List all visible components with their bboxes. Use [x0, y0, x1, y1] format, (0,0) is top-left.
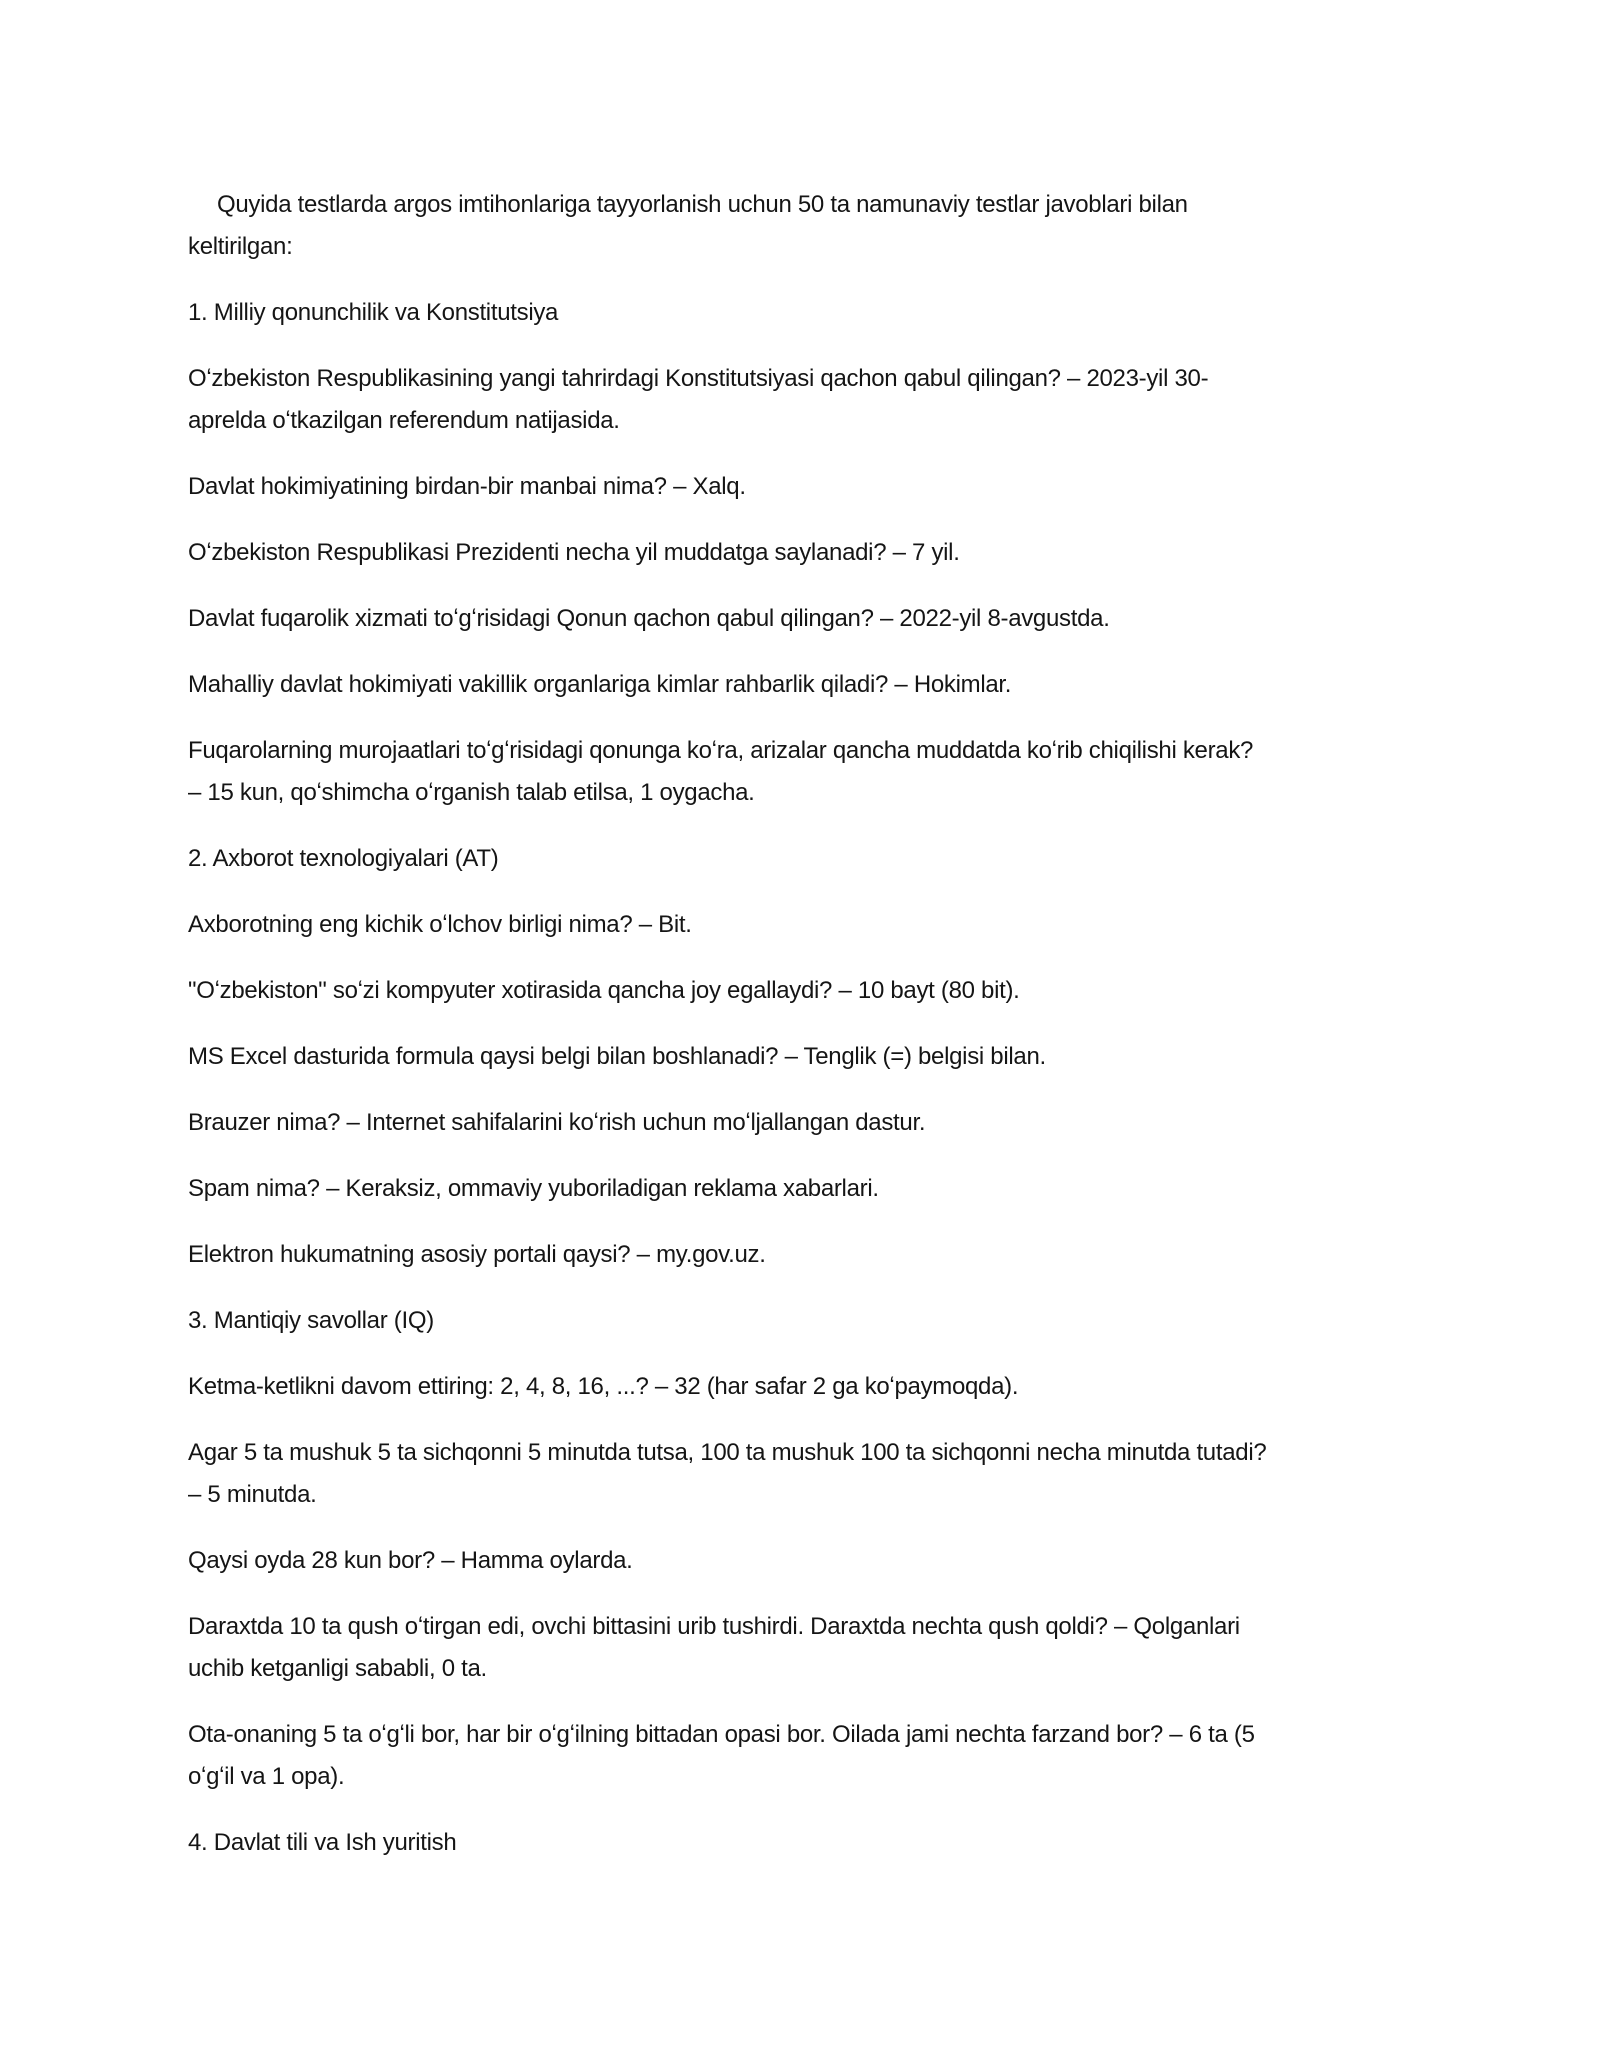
paragraph — [188, 1714, 1414, 1798]
paragraph — [188, 664, 1414, 706]
text-line: Daraxtda 10 ta qush oʻtirgan edi, ovchi bittasini urib tushirdi. Daraxtda nechta qush qoldi? – Qolganlari — [188, 1613, 1240, 1640]
text-line: Mahalliy davlat hokimiyati vakillik organlariga kimlar rahbarlik qiladi? – Hokimlar. — [188, 671, 1012, 698]
text-line: Spam nima? – Keraksiz, ommaviy yuboriladigan reklama xabarlari. — [188, 1175, 879, 1202]
text-line: – 5 minutda. — [188, 1481, 317, 1508]
text-line: Agar 5 ta mushuk 5 ta sichqonni 5 minutda tutsa, 100 ta mushuk 100 ta sichqonni necha minutda tutadi? — [188, 1439, 1267, 1466]
text-line: Oʻzbekiston Respublikasining yangi tahrirdagi Konstitutsiyasi qachon qabul qilingan? – 2023-yil 30- — [188, 365, 1209, 392]
paragraph — [188, 1822, 1414, 1864]
text-line: 3. Mantiqiy savollar (IQ) — [188, 1307, 434, 1334]
paragraph — [188, 1036, 1414, 1078]
text-line: 4. Davlat tili va Ish yuritish — [188, 1829, 457, 1856]
text-line: Elektron hukumatning asosiy portali qaysi? – my.gov.uz. — [188, 1241, 766, 1268]
text-line: Brauzer nima? – Internet sahifalarini koʻrish uchun moʻljallangan dastur. — [188, 1109, 926, 1136]
text-line: oʻgʻil va 1 opa). — [188, 1763, 345, 1790]
text-line: 1. Milliy qonunchilik va Konstitutsiya — [188, 299, 559, 326]
text-line: Oʻzbekiston Respublikasi Prezidenti necha yil muddatga saylanadi? – 7 yil. — [188, 539, 960, 566]
paragraph — [188, 184, 1414, 268]
paragraph — [188, 466, 1414, 508]
text-line: "Oʻzbekiston" soʻzi kompyuter xotirasida qancha joy egallaydi? – 10 bayt (80 bit). — [188, 977, 1020, 1004]
text-line: keltirilgan: — [188, 233, 293, 260]
text-line: Davlat hokimiyatining birdan-bir manbai nima? – Xalq. — [188, 473, 746, 500]
paragraph — [188, 970, 1414, 1012]
text-line: MS Excel dasturida formula qaysi belgi bilan boshlanadi? – Tenglik (=) belgisi bilan. — [188, 1043, 1046, 1070]
text-line: Qaysi oyda 28 kun bor? – Hamma oylarda. — [188, 1547, 633, 1574]
paragraph — [188, 904, 1414, 946]
text-line: Axborotning eng kichik oʻlchov birligi nima? – Bit. — [188, 911, 692, 938]
paragraph — [188, 1234, 1414, 1276]
paragraph — [188, 838, 1414, 880]
paragraph — [188, 1366, 1414, 1408]
paragraph — [188, 1168, 1414, 1210]
text-line: Davlat fuqarolik xizmati toʻgʻrisidagi Qonun qachon qabul qilingan? – 2022-yil 8-avgustda. — [188, 605, 1110, 632]
text-line: Ketma-ketlikni davom ettiring: 2, 4, 8, 16, ...? – 32 (har safar 2 ga koʻpaymoqda). — [188, 1373, 1019, 1400]
paragraph — [188, 730, 1414, 814]
paragraph — [188, 358, 1414, 442]
paragraph — [188, 1432, 1414, 1516]
paragraph — [188, 1102, 1414, 1144]
text-line: Ota-onaning 5 ta oʻgʻli bor, har bir oʻgʻilning bittadan opasi bor. Oilada jami nechta farzand bor? – 6 ta (5 — [188, 1721, 1255, 1748]
text-line: – 15 kun, qoʻshimcha oʻrganish talab etilsa, 1 oygacha. — [188, 779, 755, 806]
text-line: Fuqarolarning murojaatlari toʻgʻrisidagi qonunga koʻra, arizalar qancha muddatda koʻrib chiqilishi kerak? — [188, 737, 1254, 764]
paragraph — [188, 1540, 1414, 1582]
paragraph — [188, 598, 1414, 640]
paragraph — [188, 1300, 1414, 1342]
text-line: aprelda oʻtkazilgan referendum natijasida. — [188, 407, 620, 434]
text-line: Quyida testlarda argos imtihonlariga tayyorlanish uchun 50 ta namunaviy testlar javoblari bilan — [217, 191, 1188, 218]
document-body — [188, 184, 1414, 1888]
paragraph — [188, 1606, 1414, 1690]
text-line: uchib ketganligi sababli, 0 ta. — [188, 1655, 487, 1682]
paragraph — [188, 532, 1414, 574]
paragraph — [188, 292, 1414, 334]
text-line: 2. Axborot texnologiyalari (AT) — [188, 845, 499, 872]
